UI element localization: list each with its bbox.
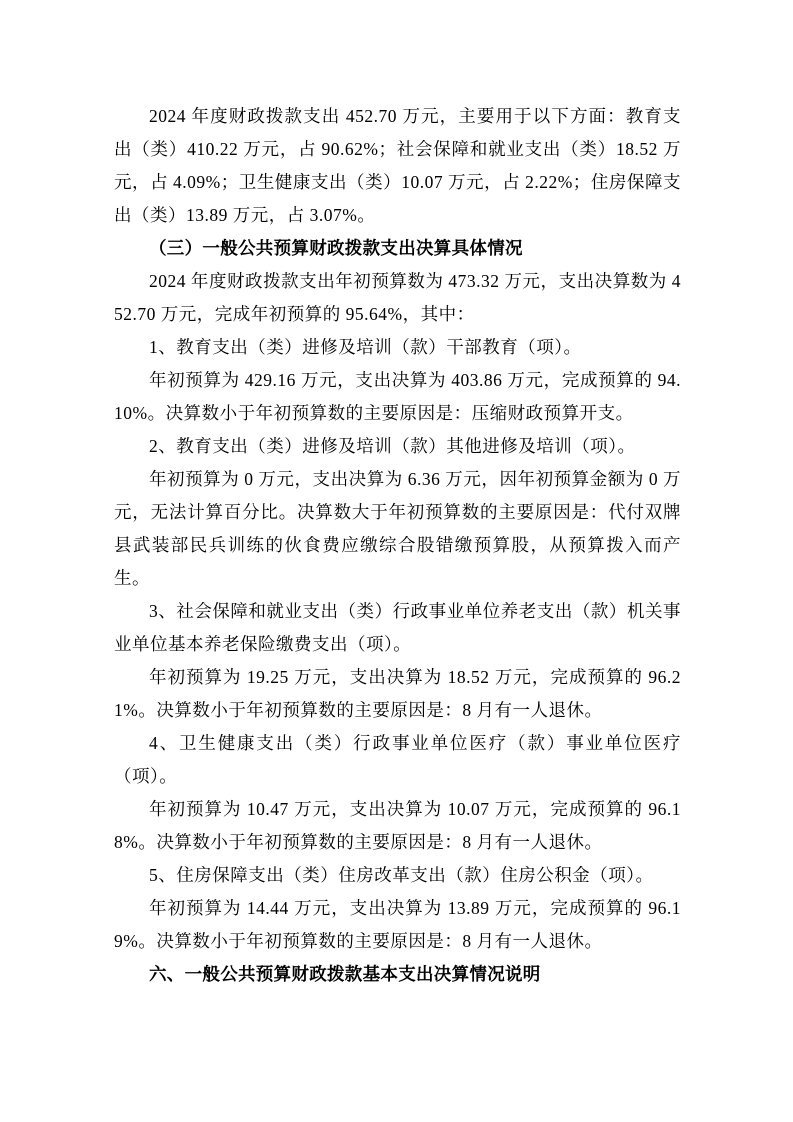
section-heading-six: 六、一般公共预算财政拨款基本支出决算情况说明 [149,964,541,984]
paragraph-item-5-title: 5、住房保障支出（类）住房改革支出（款）住房公积金（项）。 [149,865,654,885]
paragraph-item-2-detail: 年初预算为 0 万元，支出决算为 6.36 万元，因年初预算金额为 0 万元，无法计算百分比。决算数大于年初预算数的主要原因是：代付双牌县武装部民兵训练的伙食费应缴综合股错缴预算股，从预算拨入而产生。 [114,469,681,588]
paragraph-item-3-title: 3、社会保障和就业支出（类）行政事业单位养老支出（款）机关事业单位基本养老保险缴费支出（项）。 [114,601,681,654]
paragraph-item-1-title: 1、教育支出（类）进修及培训（款）干部教育（项）。 [149,337,582,357]
paragraph-item-4-detail: 年初预算为 10.47 万元，支出决算为 10.07 万元，完成预算的 96.18%。决算数小于年初预算数的主要原因是：8 月有一人退休。 [114,799,681,852]
section-heading-three: （三）一般公共预算财政拨款支出决算具体情况 [149,238,523,258]
paragraph-item-5-detail: 年初预算为 14.44 万元，支出决算为 13.89 万元，完成预算的 96.19%。决算数小于年初预算数的主要原因是：8 月有一人退休。 [114,898,681,951]
paragraph-item-3-detail: 年初预算为 19.25 万元，支出决算为 18.52 万元，完成预算的 96.21%。决算数小于年初预算数的主要原因是：8 月有一人退休。 [114,667,681,720]
paragraph-item-1-detail: 年初预算为 429.16 万元，支出决算为 403.86 万元，完成预算的 94.10%。决算数小于年初预算数的主要原因是：压缩财政预算开支。 [114,370,681,423]
document-body [114,100,681,991]
paragraph-item-4-title: 4、卫生健康支出（类）行政事业单位医疗（款）事业单位医疗（项）。 [114,733,681,786]
paragraph-item-2-title: 2、教育支出（类）进修及培训（款）其他进修及培训（项）。 [149,436,636,456]
paragraph-fiscal-expenditure-overview: 2024 年度财政拨款支出 452.70 万元，主要用于以下方面：教育支出（类）410.22 万元，占 90.62%；社会保障和就业支出（类）18.52 万元，占 4.09%；卫生健康支出（类）10.07 万元，占 2.22%；住房保障支出（类）13.89 万元，占 3.07%。 [114,106,681,225]
paragraph-budget-summary: 2024 年度财政拨款支出年初预算数为 473.32 万元，支出决算数为 452.70 万元，完成年初预算的 95.64%，其中： [114,271,681,324]
